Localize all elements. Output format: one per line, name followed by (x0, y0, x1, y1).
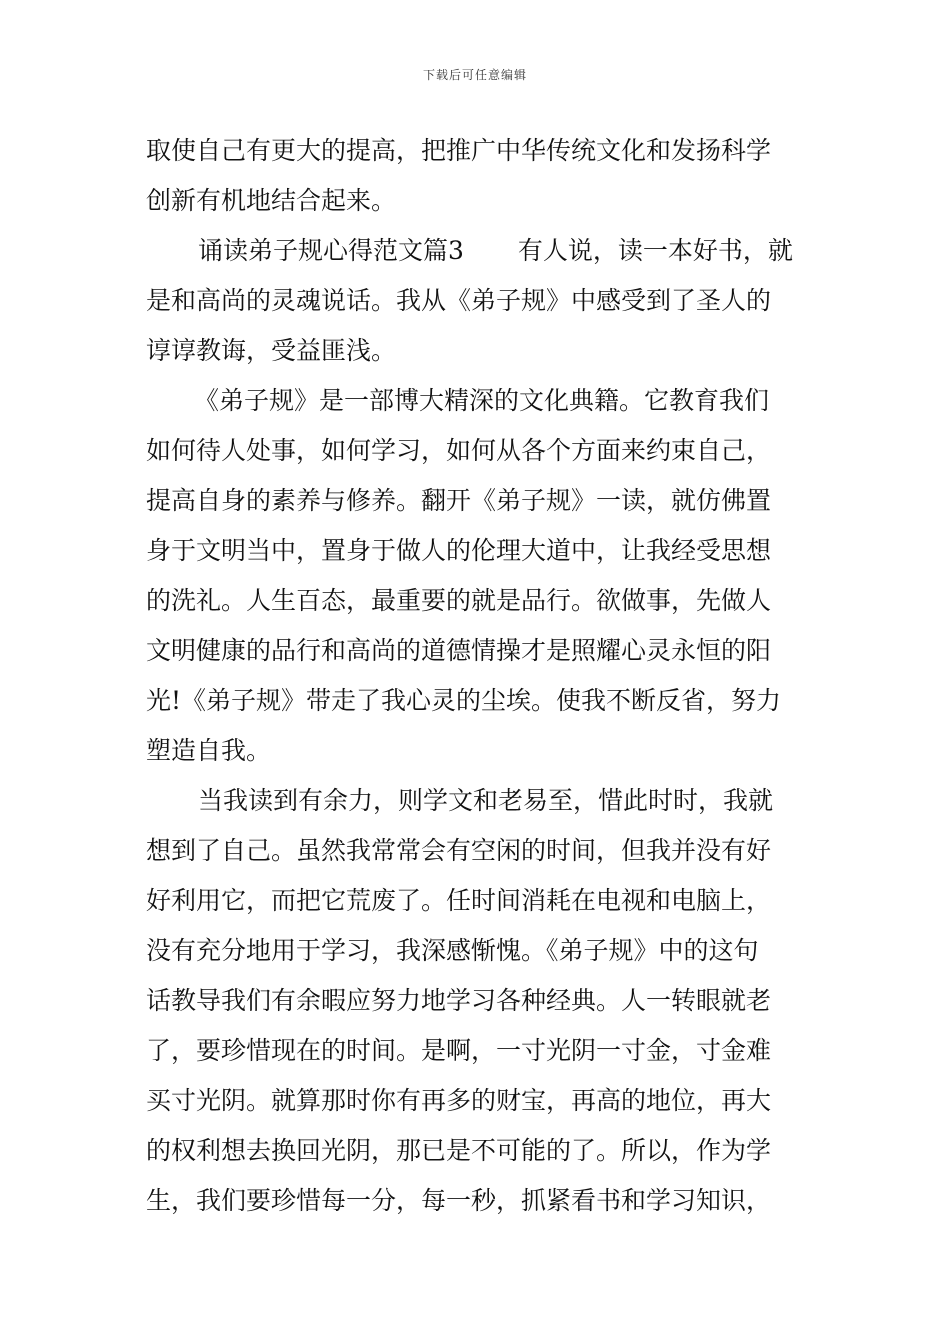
text-line: 话教导我们有余暇应努力地学习各种经典。人一转眼就老 (146, 986, 772, 1015)
text-line: 创新有机地结合起来。 (146, 186, 397, 215)
text-line-heading (146, 226, 810, 276)
text-line: 文明健康的品行和高尚的道德情操才是照耀心灵永恒的阳 (146, 636, 772, 665)
text-line: 的权利想去换回光阴，那已是不可能的了。所以，作为学 (146, 1136, 772, 1165)
text-line: 买寸光阴。就算那时你有再多的财宝，再高的地位，再大 (146, 1086, 772, 1115)
text-line: 没有充分地用于学习，我深感惭愧。《弟子规》中的这句 (146, 936, 759, 965)
text-line: 谆谆教诲，受益匪浅。 (146, 336, 397, 365)
text-line: 当我读到有余力，则学文和老易至，惜此时时，我就 (198, 786, 774, 815)
section-title: 诵读弟子规心得范文篇3 (198, 236, 464, 265)
text-line: 塑造自我。 (146, 736, 272, 765)
document-body (146, 126, 810, 1226)
text-line: 生，我们要珍惜每一分，每一秒，抓紧看书和学习知识， (146, 1186, 772, 1215)
text-line: 想到了自己。虽然我常常会有空闲的时间，但我并没有好 (146, 836, 772, 865)
text-line: 取使自己有更大的提高，把推广中华传统文化和发扬科学 (146, 136, 772, 165)
text-line: 好利用它，而把它荒废了。任时间消耗在电视和电脑上， (146, 886, 772, 915)
text-line: 了，要珍惜现在的时间。是啊，一寸光阴一寸金，寸金难 (146, 1036, 772, 1065)
text-line: 身于文明当中，置身于做人的伦理大道中，让我经受思想 (146, 536, 772, 565)
text-line: 是和高尚的灵魂说话。我从《弟子规》中感受到了圣人的 (146, 286, 772, 315)
text-line: 《弟子规》是一部博大精深的文化典籍。它教育我们 (194, 386, 770, 415)
text-line: 如何待人处事，如何学习，如何从各个方面来约束自己， (146, 436, 772, 465)
text-line: 提高自身的素养与修养。翻开《弟子规》一读，就仿佛置 (146, 486, 772, 515)
text-line: 的洗礼。人生百态，最重要的就是品行。欲做事，先做人 (146, 586, 772, 615)
text-line: 光!《弟子规》带走了我心灵的尘埃。使我不断反省，努力 (146, 686, 782, 715)
page-header: 下载后可任意编辑 (422, 68, 527, 82)
text-line-fragment: 有人说，读一本好书，就 (517, 236, 793, 265)
